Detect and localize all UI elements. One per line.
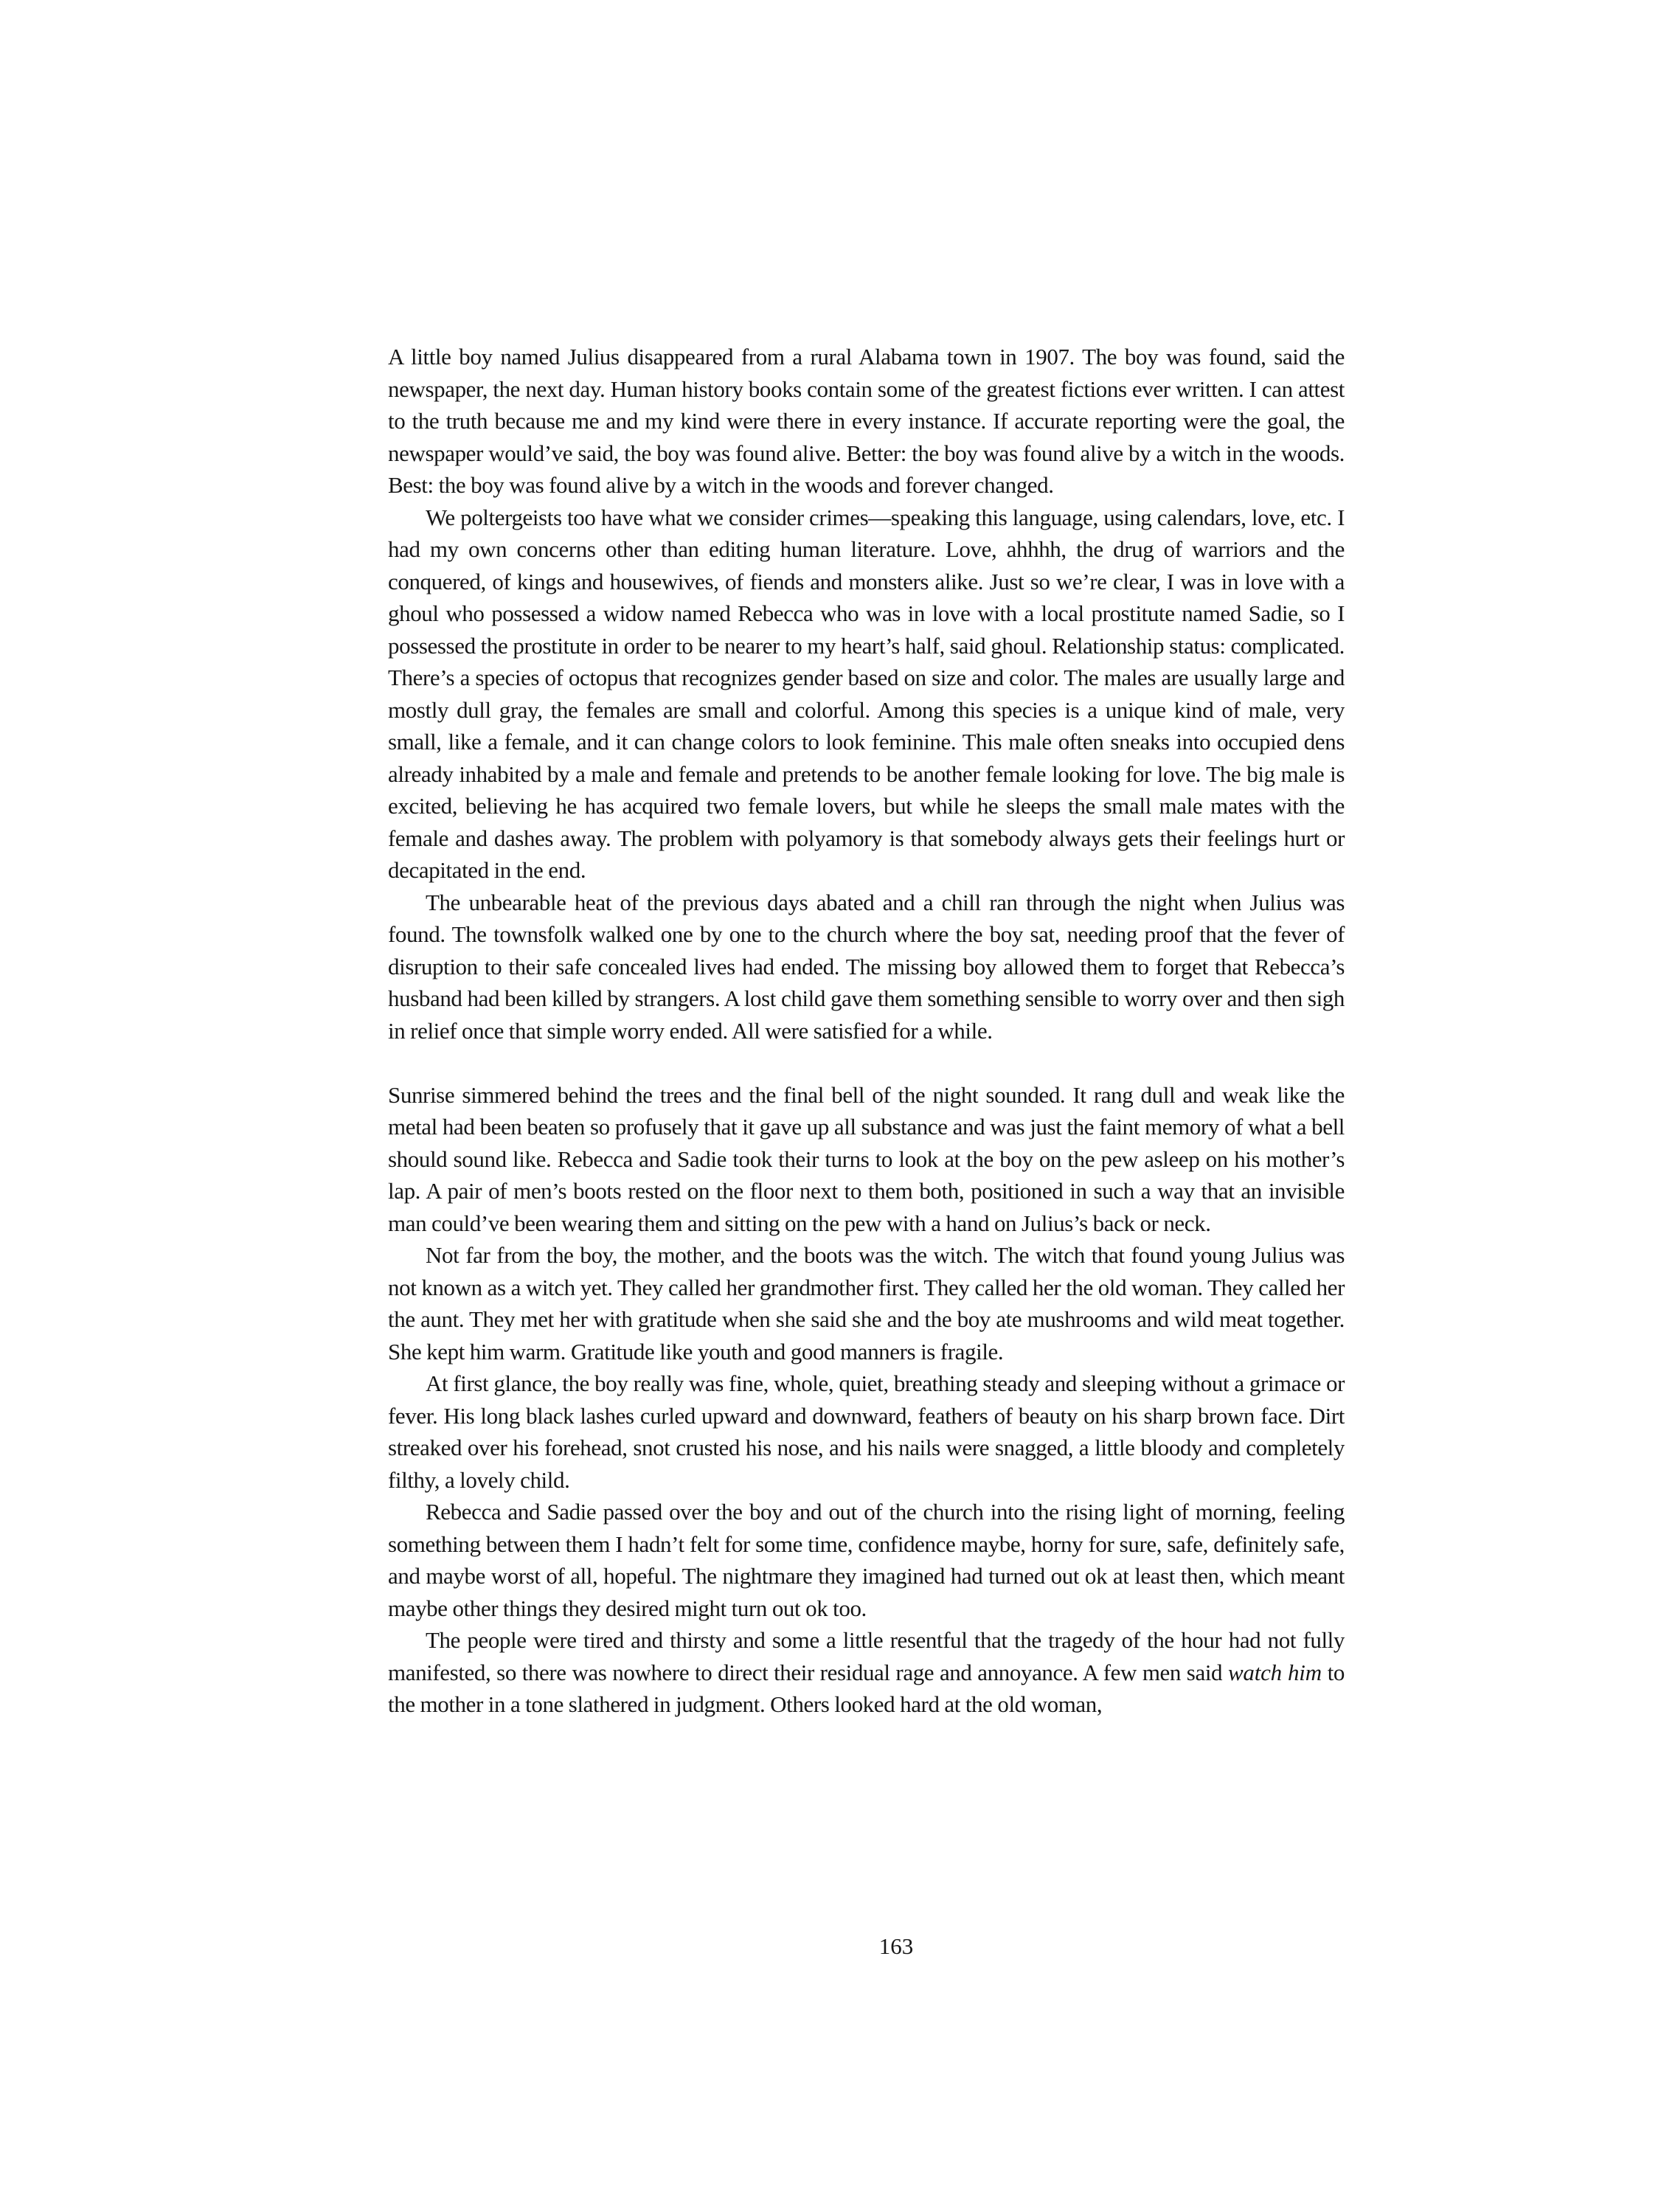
emphasized-phrase: watch him [1227, 1659, 1322, 1685]
paragraph: At first glance, the boy really was fine, whole, quiet, breathing steady and sleeping without a grimace or fever. His long black lashes curled upward and downward, feathers of beauty on his sharp brown face. Dirt streaked over his forehead, snot crusted his nose, and his nails were snagged, a little bloody and completely filthy, a lovely child. [388, 1370, 1345, 1493]
paragraph: The unbearable heat of the previous days abated and a chill ran through the night when Julius was found. The townsfolk walked one by one to the church where the boy sat, needing proof that the fever of disruption to their safe concealed lives had ended. The missing boy allowed them to forget that Rebecca’s husband had been killed by strangers. A lost child gave them something sensible to worry over and then sigh in relief once that simple worry ended. All were satisfied for a while. [388, 889, 1345, 1044]
body-text [388, 341, 1345, 1721]
paragraph-section-start: Sunrise simmered behind the trees and the final bell of the night sounded. It rang dull and weak like the metal had been beaten so profusely that it gave up all substance and was just the faint memory of what a bell should sound like. Rebecca and Sadie took their turns to look at the boy on the pew asleep on his mother’s lap. A pair of men’s boots rested on the floor next to them both, positioned in such a way that an invisible man could’ve been wearing them and sitting on the pew with a hand on Julius’s back or neck. [388, 1081, 1345, 1236]
paragraph: We poltergeists too have what we consider crimes—speaking this language, using calendars, love, etc. I had my own concerns other than editing human literature. Love, ahhhh, the drug of warriors and the conquered, of kings and housewives, of fiends and monsters alike. Just so we’re clear, I was in love with a ghoul who possessed a widow named Rebecca who was in love with a local prostitute named Sadie, so I possessed the prostitute in order to be nearer to my heart’s half, said ghoul. Relationship status: complicated. There’s a species of octopus that recognizes gender based on size and color. The males are usually large and mostly dull gray, the females are small and colorful. Among this species is a unique kind of male, very small, like a female, and it can change colors to look feminine. This male often sneaks into occupied dens already inhabited by a male and female and pretends to be another female looking for love. The big male is excited, believing he has acquired two female lovers, but while he sleeps the small male mates with the female and dashes away. The problem with polyamory is that somebody always gets their feelings hurt or decapitated in the end. [388, 504, 1345, 883]
paragraph-text: The people were tired and thirsty and some a little resentful that the tragedy of the hour had not fully manifested, so there was nowhere to direct their residual rage and annoyance. A few men said [388, 1627, 1345, 1685]
paragraph: Not far from the boy, the mother, and the boots was the witch. The witch that found young Julius was not known as a witch yet. They called her grandmother first. They called her the old woman. They called her the aunt. They met her with gratitude when she said she and the boy ate mushrooms and wild meat together. She kept him warm. Gratitude like youth and good manners is fragile. [388, 1242, 1345, 1365]
paragraph: A little boy named Julius disappeared from a rural Alabama town in 1907. The boy was found, said the newspaper, the next day. Human history books contain some of the greatest fictions ever written. I can attest to the truth because me and my kind were there in every instance. If accurate reporting were the goal, the newspaper would’ve said, the boy was found alive. Better: the boy was found alive by a witch in the woods. Best: the boy was found alive by a witch in the woods and forever changed. [388, 344, 1345, 498]
page-number: 163 [878, 1933, 914, 1959]
paragraph [388, 1624, 1345, 1721]
paragraph-text: to the mother in a tone slathered in judgment. Others looked hard at the old woman, [388, 1659, 1345, 1717]
paragraph: Rebecca and Sadie passed over the boy and out of the church into the rising light of morning, feeling something between them I hadn’t felt for some time, confidence maybe, horny for sure, safe, definitely safe, and maybe worst of all, hopeful. The nightmare they imagined had turned out ok at least then, which meant maybe other things they desired might turn out ok too. [388, 1499, 1345, 1621]
